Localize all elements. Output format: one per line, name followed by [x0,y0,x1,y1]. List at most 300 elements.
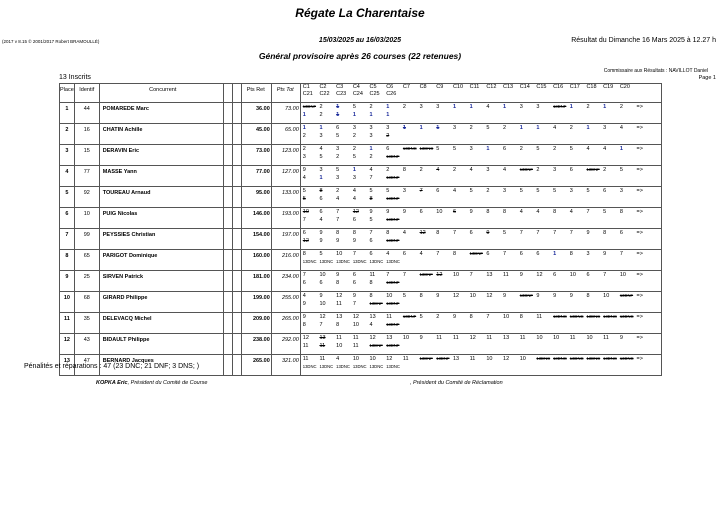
race-scores-line-1 [303,355,661,363]
race-scores-line-1 [303,271,661,279]
row-concurrent: BERNARD Jacques [99,355,223,376]
race-score: 6 [469,230,473,236]
race-score: 8 [486,209,490,215]
race-score: 5 [302,196,306,202]
row-place: 13 [60,355,75,376]
race-score: 1 [553,251,557,257]
race-score: 13DNC [302,364,317,369]
race-score: 13DNC [369,364,384,369]
race-score: 8 [603,230,607,236]
race-score: 5 [536,188,540,194]
race-score: 13DNC [603,314,617,319]
row-ident: 15 [74,145,99,166]
race-score: 12 [302,238,309,244]
race-score: 7 [503,251,507,257]
race-score: 2 [302,146,306,152]
race-score: 1 [569,104,573,110]
race-score: 11 [452,335,459,341]
race-scores-line-2 [303,258,661,266]
race-scores-line-2 [303,195,661,203]
race-score: 11 [302,343,309,349]
race-score: 13DNF [436,356,450,361]
row-races [300,145,661,166]
race-score: 5 [336,133,340,139]
page-number: Page 1 [698,75,716,81]
race-score: 6 [553,272,557,278]
race-score: 13DNF [369,343,383,348]
row-concurrent: BIDAULT Philippe [99,334,223,355]
race-score: 11 [402,356,409,362]
race-score: 9 [603,251,607,257]
row-concurrent: GIRARD Philippe [99,292,223,313]
row-pts-ret: 36.00 [241,103,271,124]
race-score: 13 [319,335,326,341]
race-score: 3 [419,104,423,110]
race-header-cell: C7 [402,84,410,90]
race-score: 1 [302,112,306,118]
race-header-cell: C14 [519,84,530,90]
race-score: 10 [503,314,510,320]
race-score: 13DNF [386,217,400,222]
race-scores-line-2 [303,132,661,140]
race-score: 4 [603,146,607,152]
race-score: 12 [352,209,359,215]
race-score: 7 [603,272,607,278]
race-scores-line-2 [303,363,661,371]
race-header-cell: C22 [319,91,330,97]
race-score: 12 [419,230,426,236]
row-place: 8 [60,250,75,271]
race-score: 6 [419,209,423,215]
race-score: 13DNC [369,259,384,264]
row-races [300,187,661,208]
row-ident: 47 [74,355,99,376]
race-score: 11 [436,335,442,341]
race-score: 4 [402,230,406,236]
race-score: 3 [369,133,373,139]
race-score: 2 [452,167,457,173]
row-place: 9 [60,271,75,292]
row-pts-ret: 146.00 [241,208,271,229]
row-pts-ret: 45.00 [241,124,271,145]
race-score: 8 [369,293,373,299]
race-score: 7 [319,322,323,328]
race-header-cell: C15 [536,84,547,90]
row-concurrent: DERAVIN Eric [99,145,223,166]
race-score: 12 [369,335,376,341]
race-score: 2 [319,104,323,110]
race-score: 6 [302,230,306,236]
race-score: 1 [302,125,306,131]
race-score: 1 [402,125,406,131]
race-header-cell: C1 [302,84,310,90]
race-score: 7 [519,230,523,236]
race-score: 13DNC [619,356,634,361]
race-score: 5 [319,154,323,160]
race-score: 5 [603,209,607,215]
race-scores-line-2 [303,279,661,287]
table-row [60,292,662,313]
race-score: 4 [436,167,440,173]
race-score: 10 [586,335,593,341]
race-score: 10 [603,293,610,299]
row-ident: 68 [74,292,99,313]
race-score: 13DNF [519,293,533,298]
race-score: 11 [536,314,543,320]
race-score: 9 [486,230,490,236]
race-score: 10 [352,356,359,362]
results-body [60,103,662,376]
race-score: 12 [352,314,359,320]
race-score: 1 [519,125,523,131]
race-score: 3 [486,167,490,173]
race-score: 13DNF [302,104,317,109]
row-place: 2 [60,124,75,145]
race-score: 9 [302,301,306,307]
race-score: 5 [369,188,373,194]
race-score: 2 [553,146,557,152]
race-score: 2 [486,188,490,194]
race-score: 9 [336,238,340,244]
penalties-summary: Pénalités et réparations : 47 (23 DNC; 21 DNF; 3 DNS; ) [24,363,200,370]
table-row [60,166,662,187]
race-score: 8 [302,322,306,328]
race-score: 2 [369,154,373,160]
race-score: 5 [419,314,423,320]
race-score: 2 [402,104,406,110]
race-score: 13DNC [603,356,617,361]
race-score: 11 [352,343,359,349]
race-header-cell: C23 [336,91,347,97]
race-score: 6 [369,251,373,257]
race-score: 11 [519,335,526,341]
race-score: 6 [519,251,523,257]
row-races [300,166,661,187]
race-score: 6 [486,251,490,257]
header-spacer [223,84,232,103]
race-score: 5 [386,188,390,194]
race-score: 3 [402,188,406,194]
race-scores-line-1 [303,292,661,300]
continuation-arrow: => [636,293,643,299]
row-ident: 77 [74,166,99,187]
race-score: 9 [302,167,306,173]
race-score: 10 [452,272,460,278]
race-score: 13DNF [553,104,567,109]
race-score: 7 [336,209,340,215]
race-score: 7 [452,230,457,236]
race-score: 3 [319,133,323,139]
continuation-arrow: => [636,209,643,215]
race-header-cell: C16 [553,84,564,90]
race-score: 4 [336,196,340,202]
race-score: 6 [386,146,390,152]
race-score: 5 [352,104,356,110]
race-score: 4 [302,293,306,299]
race-score: 1 [452,104,457,110]
race-score: 2 [586,104,590,110]
race-score: 2 [302,133,306,139]
continuation-arrow: => [636,335,643,341]
race-score: 4 [319,217,323,223]
race-score: 13DNF [386,301,400,306]
row-spacer [223,271,232,292]
race-score: 13 [369,314,376,320]
race-score: 11 [302,356,309,362]
race-score: 9 [386,209,390,215]
race-score: 1 [486,146,490,152]
race-scores-line-2 [303,174,661,182]
row-races [300,124,661,145]
race-score: 8 [452,251,457,257]
race-score: 8 [569,251,573,257]
race-scores-line-1 [303,124,661,132]
race-score: 7 [302,217,306,223]
race-score: 6 [319,280,323,286]
race-header-cell: C19 [603,84,614,90]
race-score: 4 [369,322,373,328]
race-score: 7 [569,230,573,236]
race-score: 10 [436,209,443,215]
protest-committee-signature: , Président du Comité de Réclamation [410,380,503,386]
race-header-cell: C18 [586,84,597,90]
race-score: 3 [336,175,340,181]
race-score: 8 [386,230,390,236]
table-row [60,208,662,229]
race-score: 3 [452,125,457,131]
row-spacer [223,292,232,313]
race-score: 4 [553,125,557,131]
race-header-cell: C20 [619,84,630,90]
race-score: 1 [319,125,323,131]
row-pts-tot: 127.00 [271,166,300,187]
race-score: 13DNC [553,314,567,319]
race-score: 6 [352,272,356,278]
race-score: 7 [302,272,306,278]
race-score: 5 [553,188,557,194]
row-pts-tot: 265.00 [271,313,300,334]
row-pts-tot: 321.00 [271,355,300,376]
row-pts-ret: 73.00 [241,145,271,166]
race-score: 3 [319,167,323,173]
row-concurrent: MASSE Yann [99,166,223,187]
race-score: 1 [336,104,340,110]
race-score: 8 [553,209,557,215]
race-score: 9 [369,209,373,215]
race-score: 12 [319,314,326,320]
row-place: 4 [60,166,75,187]
race-score: 6 [369,238,373,244]
row-place: 5 [60,187,75,208]
header-races [300,84,661,103]
row-pts-tot: 133.00 [271,187,300,208]
row-races [300,103,661,124]
row-spacer-2 [232,292,241,313]
race-score: 9 [569,293,573,299]
race-score: 4 [352,196,356,202]
race-score: 13DNC [386,259,400,264]
race-score: 11 [569,335,576,341]
race-score: 3 [436,104,440,110]
race-score: 1 [352,167,356,173]
row-concurrent: DELEVACQ Michel [99,313,223,334]
race-score: 4 [352,188,356,194]
race-score: 13 [452,356,460,362]
header-pts-ret: Pts Ret [241,84,271,103]
race-score: 5 [402,293,406,299]
race-score: 9 [469,209,473,215]
race-score: 8 [336,230,340,236]
row-pts-ret: 265.00 [241,355,271,376]
row-ident: 10 [74,208,99,229]
race-score: 7 [402,272,406,278]
race-score: 3 [569,188,573,194]
race-score: 11 [603,335,609,341]
race-score: 13DNF [386,154,400,159]
race-score: 1 [319,175,323,181]
race-score: 1 [603,104,607,110]
race-score: 9 [319,293,323,299]
row-spacer [223,103,232,124]
table-row [60,271,662,292]
race-score: 1 [336,112,340,118]
race-score: 11 [386,314,392,320]
race-score: 13DNF [369,301,383,306]
race-score: 13DNC [302,259,317,264]
continuation-arrow: => [636,251,643,257]
race-header-cell: C2 [319,84,327,90]
race-score: 4 [469,167,473,173]
row-ident: 44 [74,103,99,124]
row-spacer [223,145,232,166]
race-score: 9 [352,293,356,299]
header-races-row2 [303,91,661,98]
race-score: 8 [302,251,306,257]
race-score: 2 [419,167,423,173]
race-score: 8 [586,293,590,299]
table-row [60,250,662,271]
race-score: 4 [569,209,573,215]
row-place: 12 [60,334,75,355]
row-races [300,355,661,376]
race-score: 13DNF [386,196,400,201]
race-score: 6 [536,251,540,257]
row-pts-ret: 181.00 [241,271,271,292]
race-score: 3 [553,167,557,173]
race-score: 13DNC [419,146,434,151]
row-spacer [223,250,232,271]
race-score: 9 [503,293,507,299]
race-score: 3 [386,125,390,131]
header-pts-tot: Pts Tot [271,84,300,103]
race-score: 6 [319,196,323,202]
race-score: 13DNC [569,356,584,361]
race-score: 4 [586,146,590,152]
race-score: 3 [619,188,623,194]
row-ident: 99 [74,229,99,250]
race-score: 6 [319,209,323,215]
row-races [300,229,661,250]
race-score: 13 [386,335,393,341]
race-score: 1 [369,112,373,118]
race-score: 5 [503,230,507,236]
row-pts-ret: 209.00 [241,313,271,334]
row-place: 11 [60,313,75,334]
race-score: 7 [436,251,440,257]
row-races [300,292,661,313]
race-score: 5 [469,188,473,194]
race-scores-line-1 [303,334,661,342]
race-score: 9 [619,335,623,341]
row-place: 6 [60,208,75,229]
row-concurrent: CHATIN Achille [99,124,223,145]
row-pts-tot: 255.00 [271,292,300,313]
race-score: 8 [369,280,373,286]
race-score: 6 [352,217,356,223]
race-score: 11 [336,301,342,307]
race-score: 10 [619,272,626,278]
row-ident: 25 [74,271,99,292]
result-timestamp: Résultat du Dimanche 16 Mars 2025 à 12.27 h [571,37,716,44]
race-score: 7 [386,272,390,278]
race-score: 12 [503,356,510,362]
row-spacer [223,313,232,334]
race-score: 11 [486,335,493,341]
race-score: 9 [586,230,590,236]
table-row [60,313,662,334]
race-score: 7 [586,209,590,215]
race-score: 8 [352,230,356,236]
race-score: 8 [336,322,340,328]
continuation-arrow: => [636,188,643,194]
race-score: 2 [436,314,440,320]
race-score: 9 [302,314,306,320]
header-spacer-2 [232,84,241,103]
row-spacer [223,229,232,250]
race-scores-line-1 [303,166,661,174]
race-header-cell: C25 [369,91,380,97]
race-score: 5 [569,146,573,152]
race-score: 13DNC [586,314,601,319]
event-dates: 15/03/2025 au 16/03/2025 [318,37,402,44]
race-score: 13DNF [619,293,634,298]
race-score: 10 [352,322,359,328]
row-place: 1 [60,103,75,124]
race-score: 8 [436,230,440,236]
row-spacer-2 [232,313,241,334]
row-spacer-2 [232,208,241,229]
race-score: 2 [619,104,623,110]
race-score: 13DNF [386,280,400,285]
race-score: 4 [619,125,623,131]
race-score: 2 [352,133,356,139]
row-spacer-2 [232,103,241,124]
race-score: 5 [486,125,490,131]
continuation-arrow: => [636,356,643,362]
row-spacer-2 [232,187,241,208]
row-pts-ret: 95.00 [241,187,271,208]
race-score: 7 [553,230,557,236]
race-score: 5 [519,188,523,194]
race-score: 1 [436,125,440,131]
race-score: 2 [369,104,373,110]
race-score: 8 [369,196,373,202]
race-score: 13DNF [419,356,433,361]
race-score: 3 [336,146,340,152]
page-title: Régate La Charentaise [295,6,425,20]
row-pts-tot: 65.00 [271,124,300,145]
race-score: 12 [469,335,476,341]
